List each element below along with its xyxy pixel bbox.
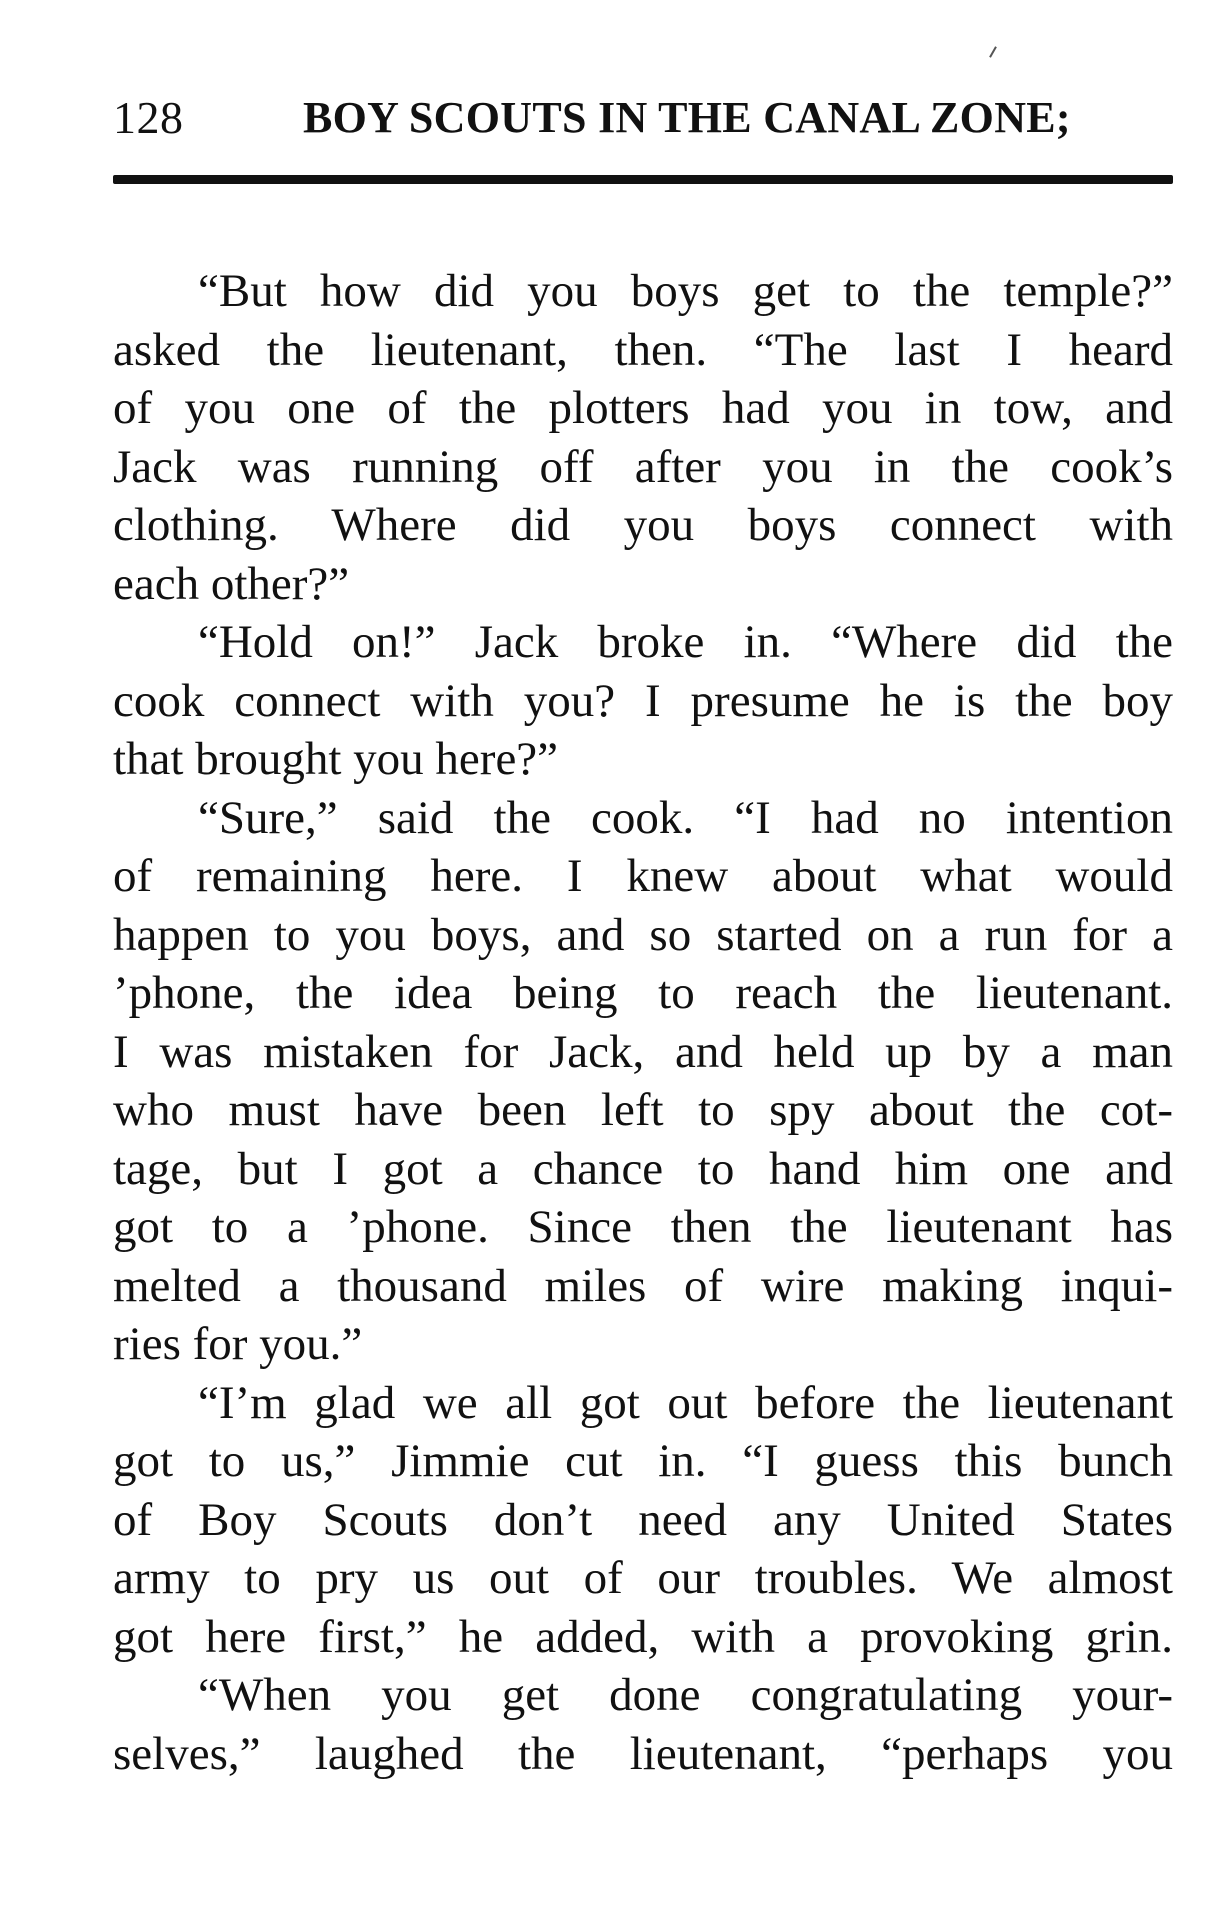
text-line: “Hold on!” Jack broke in. “Where did the <box>198 616 1173 668</box>
text-line: ’phone, the idea being to reach the lieutenant. <box>113 967 1173 1019</box>
text-line: tage, but I got a chance to hand him one and <box>113 1142 1173 1195</box>
text-line: who must have been left to spy about the cot- <box>113 1084 1173 1136</box>
stray-mark <box>989 46 997 57</box>
text-line: each other?” <box>113 557 350 610</box>
text-line: army to pry us out of our troubles. We almost <box>113 1552 1173 1604</box>
text-line: got to a ’phone. Since then the lieutenant has <box>113 1201 1173 1253</box>
text-line: that brought you here?” <box>113 733 559 785</box>
text-line: asked the lieutenant, then. “The last I heard <box>113 323 1173 376</box>
text-line: got here first,” he added, with a provoking grin. <box>113 1610 1173 1663</box>
text-line: Jack was running off after you in the cook’s <box>113 440 1173 493</box>
text-line: of you one of the plotters had you in tow, and <box>113 382 1173 434</box>
text-line: ries for you.” <box>113 1318 363 1370</box>
page-number: 128 <box>113 92 184 143</box>
text-line: clothing. Where did you boys connect with <box>113 499 1173 551</box>
text-line: of Boy Scouts don’t need any United States <box>113 1493 1173 1546</box>
text-line: “Sure,” said the cook. “I had no intention <box>198 791 1173 844</box>
text-line: selves,” laughed the lieutenant, “perhaps you <box>113 1727 1173 1780</box>
text-line: melted a thousand miles of wire making inqui- <box>113 1259 1173 1312</box>
text-line: of remaining here. I knew about what would <box>113 850 1173 902</box>
text-line: “I’m glad we all got out before the lieutenant <box>198 1376 1173 1429</box>
running-title: BOY SCOUTS IN THE CANAL ZONE; <box>303 93 1071 142</box>
page-header <box>113 88 1173 158</box>
text-line: “When you get done congratulating your- <box>198 1669 1173 1721</box>
text-line: got to us,” Jimmie cut in. “I guess this bunch <box>113 1435 1173 1487</box>
text-line: happen to you boys, and so started on a run for a <box>113 908 1173 961</box>
text-line: “But how did you boys get to the temple?” <box>198 265 1173 317</box>
text-line: I was mistaken for Jack, and held up by a man <box>113 1025 1173 1078</box>
text-line: cook connect with you? I presume he is the boy <box>113 674 1173 727</box>
header-rule <box>113 175 1173 184</box>
body-text <box>113 262 1173 1783</box>
